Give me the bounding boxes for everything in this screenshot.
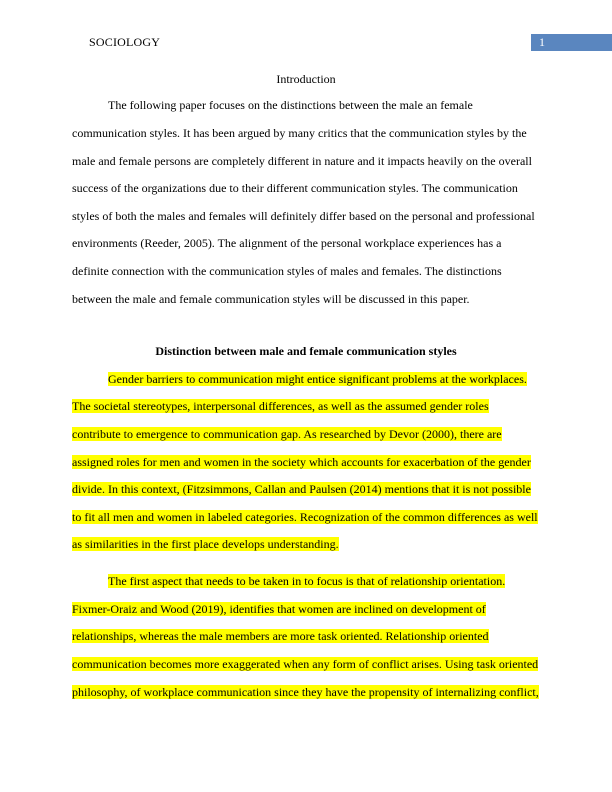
- para1-text: assigned roles for men and women in the society which accounts for exacerbation of the gender: [72, 455, 531, 469]
- page-number: 1: [539, 35, 545, 49]
- para1-line: [72, 537, 339, 552]
- intro-line: environments (Reeder, 2005). The alignment of the personal workplace experiences has a: [72, 236, 502, 250]
- para1-line: [108, 372, 527, 387]
- para2-line: [72, 685, 539, 700]
- para1-text: Gender barriers to communication might entice significant problems at the workplaces.: [108, 372, 527, 386]
- para2-text: The first aspect that needs to be taken in to focus is that of relationship orientation.: [108, 574, 506, 588]
- intro-line: communication styles. It has been argued by many critics that the communication styles by the: [72, 126, 527, 140]
- para2-line: [72, 629, 489, 644]
- para2-text: communication becomes more exaggerated when any form of conflict arises. Using task oriented: [72, 657, 539, 671]
- para2-line: [108, 574, 505, 589]
- para1-line: [72, 399, 489, 414]
- para2-text: relationships, whereas the male members are more task oriented. Relationship oriented: [72, 629, 489, 643]
- para1-text: to fit all men and women in labeled categories. Recognization of the common differences as well: [72, 510, 538, 524]
- intro-line: success of the organizations due to their different communication styles. The communication: [72, 181, 518, 195]
- intro-title: Introduction: [276, 72, 336, 86]
- para2-text: philosophy, of workplace communication since they have the propensity of internalizing conflict,: [72, 685, 539, 699]
- para1-line: [72, 427, 502, 442]
- intro-line: definite connection with the communication styles of males and females. The distinctions: [72, 264, 502, 278]
- para1-text: as similarities in the first place develops understanding.: [72, 537, 339, 551]
- para1-text: The societal stereotypes, interpersonal differences, as well as the assumed gender roles: [72, 399, 489, 413]
- intro-line: The following paper focuses on the distinctions between the male an female: [108, 98, 473, 112]
- para1-line: [72, 455, 531, 470]
- para2-text: Fixmer-Oraiz and Wood (2019), identifies that women are inclined on development of: [72, 602, 486, 616]
- running-head: SOCIOLOGY: [89, 35, 161, 49]
- intro-line: styles of both the males and females will definitely differ based on the personal and professional: [72, 209, 535, 223]
- para2-line: [72, 602, 486, 617]
- intro-line: between the male and female communication styles will be discussed in this paper.: [72, 292, 470, 306]
- intro-line: male and female persons are completely different in nature and it impacts heavily on the overall: [72, 154, 532, 168]
- section-heading: Distinction between male and female communication styles: [155, 344, 457, 358]
- para1-line: [72, 482, 531, 497]
- para2-line: [72, 657, 538, 672]
- para1-line: [72, 510, 538, 525]
- page-number-box: [531, 34, 612, 51]
- para1-text: divide. In this context, (Fitzsimmons, Callan and Paulsen (2014) mentions that it is not possible: [72, 482, 531, 496]
- para1-text: contribute to emergence to communication gap. As researched by Devor (2000), there are: [72, 427, 502, 441]
